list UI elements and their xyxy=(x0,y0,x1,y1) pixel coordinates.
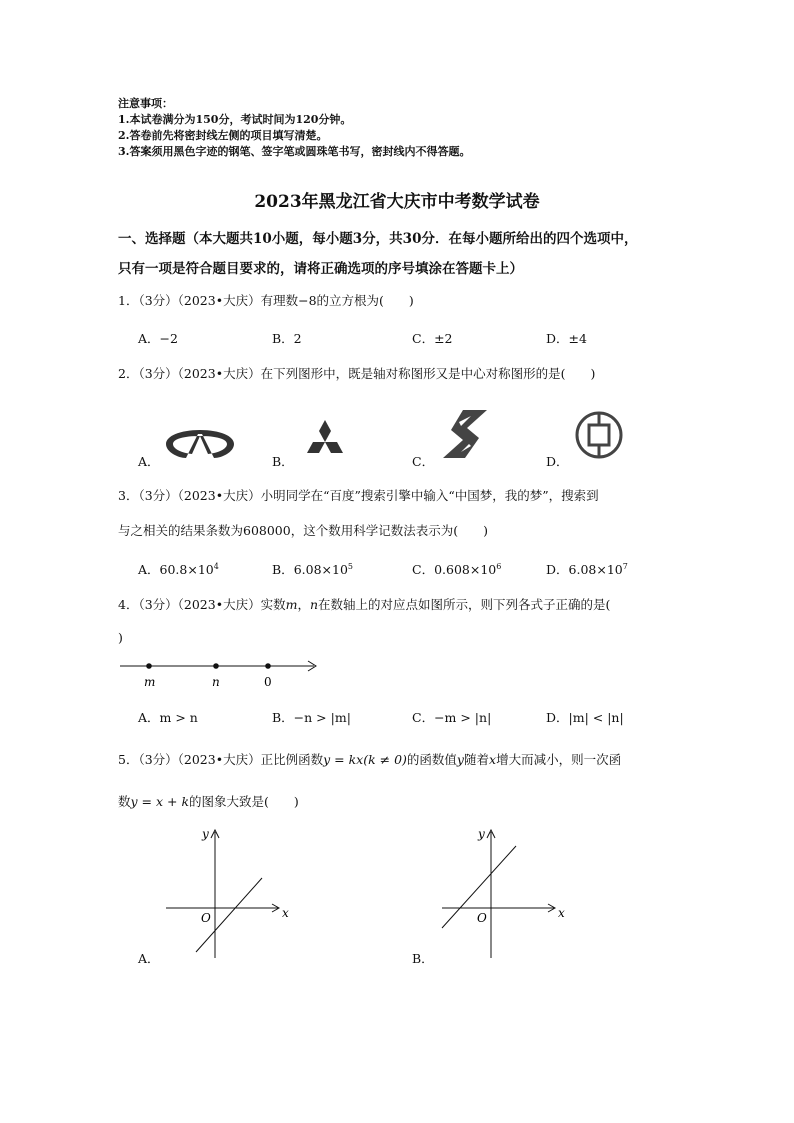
q2-label-d: D． xyxy=(546,454,569,469)
point-m xyxy=(146,663,152,669)
q3-stem-line-2: 与之相关的结果条数为608000，这个数用科学记数法表示为( ) xyxy=(118,523,488,538)
q5-label-b: B． xyxy=(412,951,434,966)
q4-option-a: A．m > n xyxy=(138,710,198,725)
q3-option-c: C．$0.608\times 10^6$ xyxy=(412,561,502,577)
suzuki-logo-icon xyxy=(441,408,491,460)
label-n: n xyxy=(212,675,220,689)
notes-heading: 注意事项： xyxy=(118,97,173,110)
q5-graph-a xyxy=(160,822,290,962)
notes-item-1: 1.本试卷满分为150分，考试时间为120分钟。 xyxy=(118,113,352,126)
q4-option-c: C．−m > |n| xyxy=(412,710,492,725)
q1-option-b: B．2 xyxy=(272,331,302,346)
point-n xyxy=(213,663,219,669)
section-header-line-1: 一、选择题（本大题共10小题，每小题3分，共30分．在每小题所给出的四个选项中， xyxy=(118,231,638,247)
q5-stem-line-2: 数y = x + k的图象大致是( ) xyxy=(118,794,299,809)
q5-label-a: A． xyxy=(138,951,160,966)
q4-option-d: D．|m| < |n| xyxy=(546,710,624,725)
q2-label-c: C． xyxy=(412,454,435,469)
q3-option-b: B．$6.08\times 10^5$ xyxy=(272,561,353,577)
section-header-line-2: 只有一项是符合题目要求的，请将正确选项的序号填涂在答题卡上） xyxy=(118,261,523,277)
label-m: m xyxy=(144,675,156,689)
q1-stem: 1．（3分）（2023•大庆）有理数−8的立方根为( ) xyxy=(118,293,414,308)
graph-a-y-label: y xyxy=(202,827,209,841)
q2-label-b: B． xyxy=(272,454,294,469)
graph-b-x-label: x xyxy=(558,906,565,920)
infiniti-logo-icon xyxy=(162,424,238,464)
number-line xyxy=(118,656,328,692)
q2-label-a: A． xyxy=(138,454,160,469)
q4-option-b: B．−n > |m| xyxy=(272,710,351,725)
q1-option-c: C．±2 xyxy=(412,331,453,346)
q3-option-d: D．$6.08\times 10^7$ xyxy=(546,561,628,577)
q4-stem-line-2: ) xyxy=(118,630,123,645)
q3-option-a: A．$60.8\times 10^4$ xyxy=(138,561,219,577)
q5-stem-line-1: 5．（3分）（2023•大庆）正比例函数y = kx(k ≠ 0)的函数值y随着x增大而减小，则一次函 xyxy=(118,752,622,767)
coin-symbol-icon xyxy=(574,410,624,460)
mitsubishi-logo-icon xyxy=(298,418,352,462)
q4-stem: 4．（3分）（2023•大庆）实数m，n在数轴上的对应点如图所示，则下列各式子正确的是( xyxy=(118,597,611,612)
graph-a-x-label: x xyxy=(282,906,289,920)
q5-graph-b xyxy=(436,822,566,962)
notes-item-2: 2.答卷前先将密封线左侧的项目填写清楚。 xyxy=(118,129,328,142)
graph-b-origin-label: O xyxy=(477,911,487,925)
q2-stem: 2．（3分）（2023•大庆）在下列图形中，既是轴对称图形又是中心对称图形的是( ) xyxy=(118,366,596,381)
q1-option-d: D．±4 xyxy=(546,331,587,346)
graph-b-y-label: y xyxy=(478,827,485,841)
q1-option-a: A．−2 xyxy=(138,331,178,346)
notes-item-3: 3.答案须用黑色字迹的钢笔、签字笔或圆珠笔书写，密封线内不得答题。 xyxy=(118,145,471,158)
graph-a-origin-label: O xyxy=(201,911,211,925)
q3-stem-line-1: 3．（3分）（2023•大庆）小明同学在“百度”搜索引擎中输入“中国梦，我的梦”，搜索到 xyxy=(118,488,599,503)
point-zero xyxy=(265,663,271,669)
exam-title: 2023年黑龙江省大庆市中考数学试卷 xyxy=(254,192,540,212)
label-zero: 0 xyxy=(264,675,272,689)
